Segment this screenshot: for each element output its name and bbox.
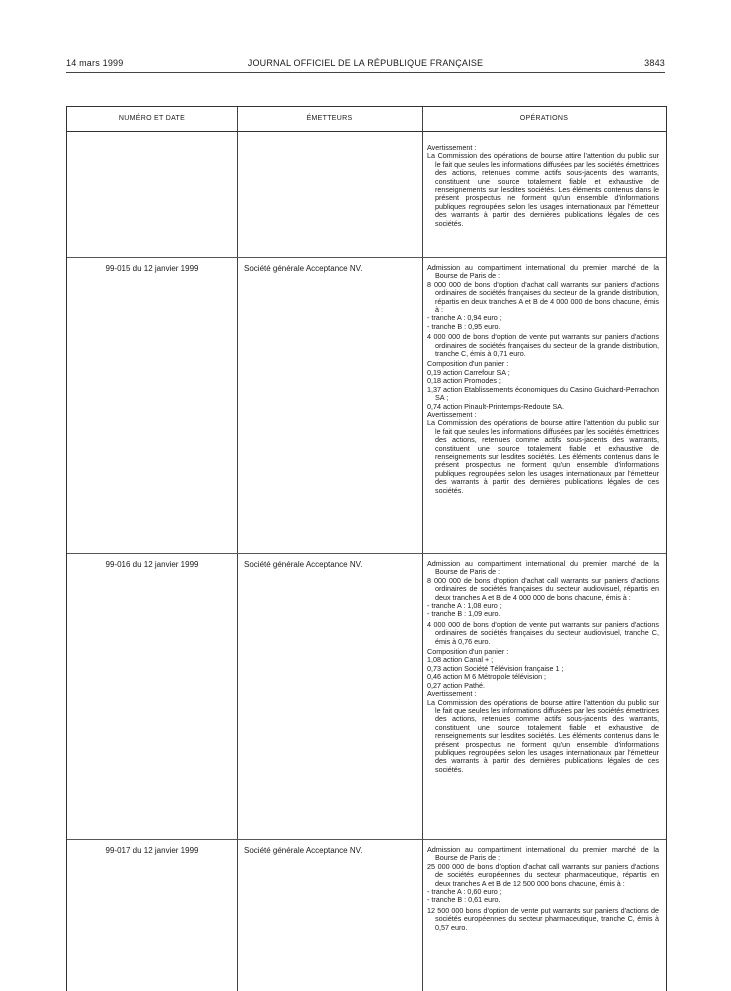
ops-line: 0,18 action Promodes ; [427,376,501,386]
header-title: JOURNAL OFFICIEL DE LA RÉPUBLIQUE FRANÇAISE [247,58,484,68]
operation-number: 99-015 du 12 janvier 1999 [105,264,199,273]
header-date: 14 mars 1999 [66,58,124,68]
ops-line: La Commission des opérations de bourse attire l'attention du public sur le fait que seules les informations diffusées par les sociétés émettrices des actions, retenues comme actifs sous-jacents des warrants, constituent une source totalement fiable et exhaustive de renseignements sur lesdites sociétés. Les éléments contenus dans le présent prospectus ne forment qu'un ensemble d'informations publiques regroupées selon les usages internationaux par l'émetteur des warrants à partir des dernières publications légales de ces sociétés. [427,697,659,774]
column-header-emitters: ÉMETTEURS [306,115,353,122]
ops-line: - tranche A : 0,60 euro ; [427,887,502,897]
row-separator [67,553,666,554]
ops-line: Admission au compartiment international du premier marché de la Bourse de Paris de : [427,559,659,577]
ops-line: - tranche B : 1,09 euro. [427,609,501,619]
column-divider [237,107,238,991]
ops-line: Avertissement : [427,143,477,152]
operations-cell [427,560,659,774]
header-rule [66,72,665,73]
ops-line: Admission au compartiment international du premier marché de la Bourse de Paris de : [427,263,659,281]
ops-line: 0,19 action Carrefour SA ; [427,367,510,377]
table-header [67,107,666,132]
emitter-name: Société générale Acceptance NV. [244,560,363,569]
ops-line: 0,74 action Pinault-Printemps-Redoute SA. [427,401,565,411]
ops-line: - tranche B : 0,95 euro. [427,321,501,331]
operations-cell [427,264,659,495]
header-page-number: 3843 [644,58,665,68]
operations-table [66,106,667,991]
row-separator [67,257,666,258]
ops-line: Composition d'un panier : [427,359,509,369]
ops-line: 1,37 action Etablissements économiques du Casino Guichard-Perrachon SA ; [427,384,659,403]
column-divider [422,107,423,991]
ops-line: - tranche B : 0,61 euro. [427,895,501,905]
ops-line: 4 000 000 de bons d'option de vente put warrants sur paniers d'actions ordinaires de sociétés françaises du secteur de la grande distribution, tranche C, émis à 0,71 euro. [427,332,659,359]
ops-line: La Commission des opérations de bourse attire l'attention du public sur le fait que seules les informations diffusées par les sociétés émettrices des actions, retenues comme actifs sous-jacents des warrants, constituent une source totalement fiable et exhaustive de renseignements sur lesdites sociétés. Les éléments contenus dans le présent prospectus ne forment qu'un ensemble d'informations publiques regroupées selon les usages internationaux par l'émetteur des warrants à partir des dernières publications légales de ces sociétés. [427,151,659,228]
operation-number: 99-017 du 12 janvier 1999 [105,846,199,855]
column-header-number: NUMÉRO ET DATE [118,115,186,122]
emitter-name: Société générale Acceptance NV. [244,264,363,273]
ops-line: 0,27 action Pathé. [427,680,485,690]
ops-line: - tranche A : 1,08 euro ; [427,601,502,611]
operations-cell [427,144,659,228]
ops-line: Avertissement : [427,689,477,699]
ops-line: 25 000 000 de bons d'option d'achat call warrants sur paniers d'actions de sociétés européennes du secteur pharmaceutique, répartis en deux tranches A et B de 12 500 000 bons chacune, émis à : [427,861,659,888]
page-header [66,58,665,72]
ops-line: 0,46 action M 6 Métropole télévision ; [427,672,547,682]
ops-line: - tranche A : 0,94 euro ; [427,313,502,323]
ops-line: 4 000 000 de bons d'option de vente put warrants sur paniers d'actions ordinaires de sociétés françaises du secteur audiovisuel, tranche C, émis à 0,76 euro. [427,619,659,646]
ops-line: 1,08 action Canal + ; [427,655,494,665]
operations-cell [427,846,659,932]
ops-line: 12 500 000 bons d'option de vente put warrants sur paniers d'actions de sociétés européennes du secteur pharmaceutique, tranche C, émis à 0,57 euro. [427,905,659,932]
operation-number: 99-016 du 12 janvier 1999 [105,560,199,569]
ops-line: 8 000 000 de bons d'option d'achat call warrants sur paniers d'actions ordinaires de sociétés françaises du secteur audiovisuel, répartis en deux tranches A et B de 4 000 000 de bons chacune, émis à : [427,575,659,602]
ops-line: Avertissement : [427,409,477,419]
ops-line: 0,73 action Société Télévision française 1 ; [427,663,564,673]
emitter-name: Société générale Acceptance NV. [244,846,363,855]
row-separator [67,839,666,840]
ops-line: Composition d'un panier : [427,647,509,657]
column-header-operations: OPÉRATIONS [519,115,569,122]
ops-line: La Commission des opérations de bourse attire l'attention du public sur le fait que seules les informations diffusées par les sociétés émettrices des actions, retenues comme actifs sous-jacents des warrants, constituent une source totalement fiable et exhaustive de renseignements sur lesdites sociétés. Les éléments contenus dans le présent prospectus ne forment qu'un ensemble d'informations publiques regroupées selon les usages internationaux par l'émetteur des warrants à partir des dernières publications légales de ces sociétés. [427,418,659,495]
ops-line: Admission au compartiment international du premier marché de la Bourse de Paris de : [427,845,659,863]
ops-line: 8 000 000 de bons d'option d'achat call warrants sur paniers d'actions ordinaires de sociétés françaises du secteur de la grande distribution, répartis en deux tranches A et B de 4 000 000 de bons chacune, émis à : [427,279,659,315]
